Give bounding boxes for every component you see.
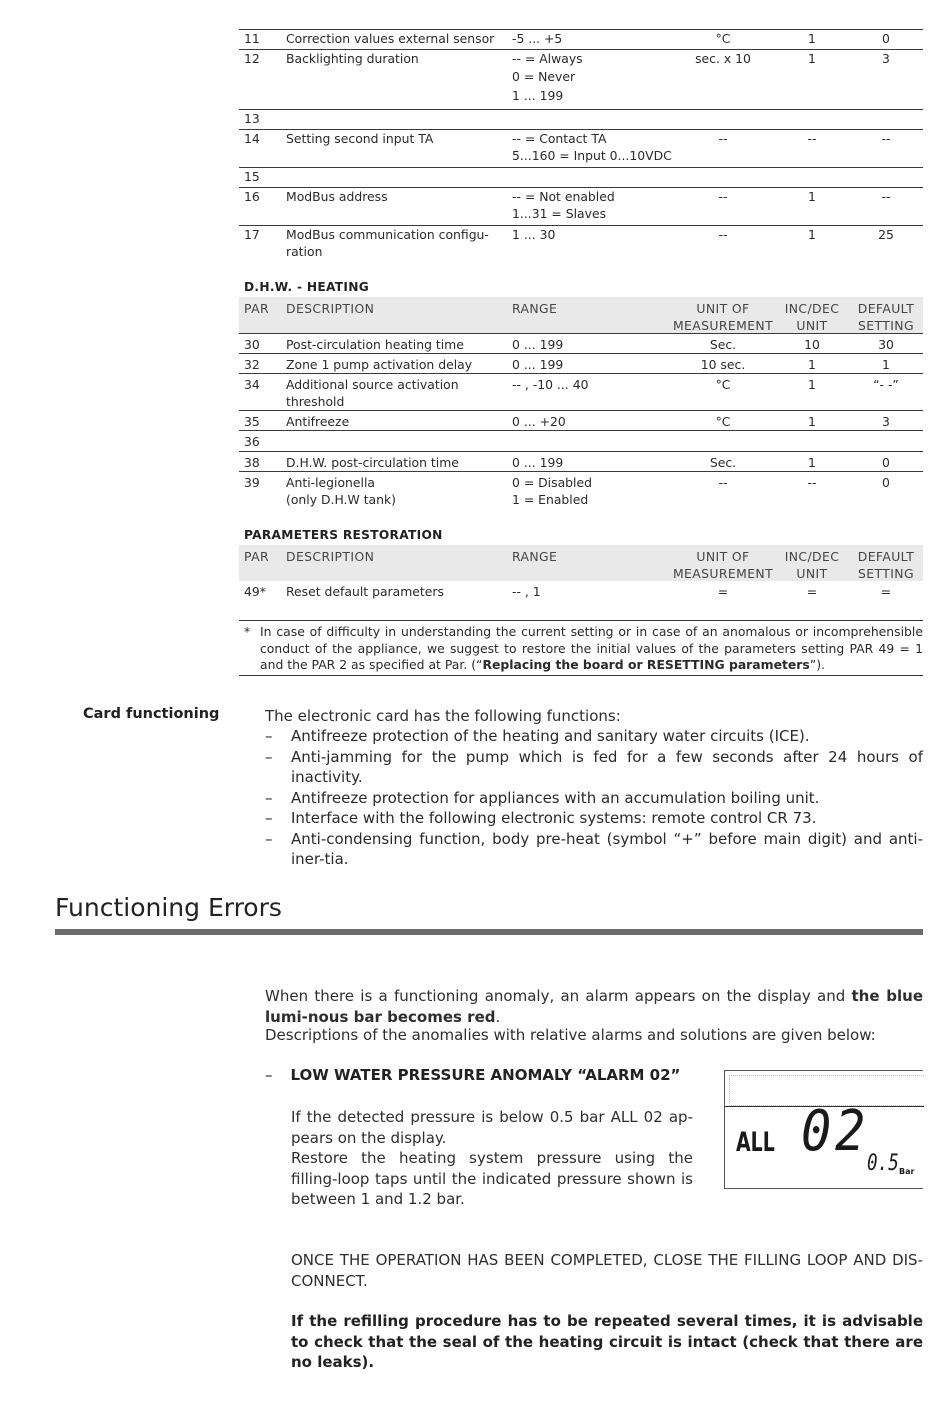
par-unit: °C (715, 377, 731, 392)
footnote-link-text: Replacing the board or RESETTING parameters (482, 657, 810, 672)
par-number: 39 (244, 475, 260, 490)
table-row (239, 226, 923, 264)
lcd-pressure-unit: Bar (899, 1167, 915, 1176)
par-description: Backlighting duration (286, 51, 419, 66)
par-inc: -- (807, 475, 817, 490)
range-line: -- = Not enabled (512, 189, 615, 204)
table-row (239, 334, 923, 354)
header-par: PAR (244, 301, 269, 316)
alarm-title: LOW WATER PRESSURE ANOMALY “ALARM 02” (290, 1066, 681, 1084)
par-inc: 1 (808, 227, 816, 242)
par-description: Post-circulation heating time (286, 337, 464, 352)
list-item-text: Anti-condensing function, body pre-heat (symbol “+” before main digit) and anti-iner-tia. (291, 829, 923, 868)
table-row (239, 354, 923, 374)
header-default-line: SETTING (858, 566, 914, 581)
desc-line: Anti-legionella (286, 475, 376, 490)
par-unit: -- (718, 475, 728, 490)
footnote (239, 620, 923, 676)
header-unit (662, 300, 784, 334)
par-inc: 1 (808, 414, 816, 429)
section-heading-errors: Functioning Errors (55, 893, 282, 922)
footnote-text (260, 624, 923, 674)
par-number: 34 (244, 377, 260, 392)
par-unit: 10 sec. (700, 357, 746, 372)
list-item-text: Antifreeze protection of the heating and sanitary water circuits (ICE). (291, 727, 810, 745)
header-unit-line: MEASUREMENT (672, 318, 774, 333)
par-range: 0 ... +20 (512, 414, 566, 429)
desc-line: (only D.H.W tank) (286, 492, 397, 507)
par-description: ModBus address (286, 189, 388, 204)
par-description (286, 226, 501, 260)
par-inc: 1 (808, 31, 816, 46)
alarm-paragraph: Restore the heating system pressure using the filling-loop taps until the indicated pressure shown is between 1 and 1.2 bar. (291, 1149, 693, 1208)
header-range: RANGE (512, 301, 558, 316)
list-item (265, 726, 923, 747)
par-number: 32 (244, 357, 260, 372)
par-default: 0 (882, 31, 890, 46)
list-item-text: Interface with the following electronic systems: remote control CR 73. (291, 809, 817, 827)
lcd-all-label: ALL (736, 1127, 775, 1158)
list-item (265, 788, 923, 809)
refill-warning: If the refilling procedure has to be repeated several times, it is advisable to check that the seal of the heating circuit is intact (check that there are no leaks). (291, 1312, 923, 1371)
par-default: 3 (882, 51, 890, 66)
par-unit: Sec. (709, 455, 737, 470)
header-range: RANGE (512, 549, 558, 564)
par-description: Reset default parameters (286, 584, 444, 599)
par-range: 0 ... 199 (512, 337, 564, 352)
par-unit: °C (715, 31, 731, 46)
table-header (239, 297, 923, 334)
header-par: PAR (244, 549, 269, 564)
list-item-text: Anti-jamming for the pump which is fed for a few seconds after 24 hours of inactivity. (291, 747, 923, 786)
header-inc-line: UNIT (796, 566, 828, 581)
errors-intro-emphasis: the blue lumi-nous bar becomes red (265, 987, 923, 1026)
header-unit-line: UNIT OF (696, 549, 750, 564)
header-default-line: DEFAULT (857, 301, 915, 316)
par-number: 13 (244, 111, 260, 126)
header-description: DESCRIPTION (286, 301, 375, 316)
card-functions-list (265, 726, 923, 870)
par-default: 1 (882, 357, 890, 372)
header-inc (781, 548, 843, 582)
par-number: 11 (244, 31, 260, 46)
par-description (286, 376, 501, 410)
desc-line: ration (286, 244, 323, 259)
par-description: Zone 1 pump activation delay (286, 357, 473, 372)
table-row (239, 374, 923, 411)
par-unit: °C (715, 414, 731, 429)
par-default: 30 (878, 337, 894, 352)
dash-marker: – (265, 788, 273, 807)
par-inc: 1 (808, 189, 816, 204)
errors-intro (265, 986, 923, 1027)
par-default: “- -” (873, 377, 899, 392)
par-number: 38 (244, 455, 260, 470)
parameter-table-dhw (239, 297, 923, 508)
lcd-alarm-code: 02 (801, 1099, 869, 1164)
table-row (239, 472, 923, 508)
par-inc: 1 (808, 377, 816, 392)
par-default: -- (881, 131, 891, 146)
par-inc: 1 (808, 51, 816, 66)
par-description: Antifreeze (286, 414, 350, 429)
lcd-display (724, 1070, 923, 1189)
par-range: -5 ... +5 (512, 31, 563, 46)
header-default (851, 300, 921, 334)
par-description: Setting second input TA (286, 131, 434, 146)
header-unit (662, 548, 784, 582)
range-line: 0 = Never (512, 69, 576, 84)
par-number: 14 (244, 131, 260, 146)
par-default: 3 (882, 414, 890, 429)
par-number: 36 (244, 434, 260, 449)
parameter-table-restoration (239, 545, 923, 617)
table-row (239, 50, 923, 110)
par-default: = (880, 584, 892, 599)
header-unit-line: UNIT OF (696, 301, 750, 316)
header-default-line: DEFAULT (857, 549, 915, 564)
parameter-table-general (239, 29, 923, 264)
par-inc: 10 (804, 337, 820, 352)
par-inc: 1 (808, 357, 816, 372)
range-line: 0 = Disabled (512, 475, 592, 490)
table-row (239, 168, 923, 188)
dash-marker: – (265, 727, 273, 745)
header-default (851, 548, 921, 582)
header-inc (781, 300, 843, 334)
range-line: -- = Contact TA (512, 131, 607, 146)
errors-intro-text: . (495, 1007, 501, 1026)
section-title-restoration: PARAMETERS RESTORATION (244, 528, 443, 542)
range-line: 1 = Enabled (512, 492, 589, 507)
table-row (239, 411, 923, 431)
alarm-02-description (291, 1107, 693, 1210)
dash-marker: – (265, 809, 273, 827)
card-functioning-label: Card functioning (83, 706, 220, 722)
par-unit: -- (718, 131, 728, 146)
par-unit: Sec. (709, 337, 737, 352)
par-inc: = (806, 584, 818, 599)
table-row (239, 581, 923, 617)
par-default: 25 (878, 227, 894, 242)
header-inc-line: INC/DEC (784, 549, 840, 564)
list-item-text: Antifreeze protection for appliances with an accumulation boiling unit. (291, 788, 820, 807)
table-row (239, 130, 923, 168)
par-number: 12 (244, 51, 260, 66)
dash-marker: – (265, 1066, 273, 1084)
par-unit: -- (718, 227, 728, 242)
table-row (239, 452, 923, 472)
range-line: 1...31 = Slaves (512, 206, 607, 221)
par-range: 0 ... 199 (512, 455, 564, 470)
dash-marker: – (265, 829, 273, 848)
range-line: -- = Always (512, 51, 583, 66)
errors-intro-2: Descriptions of the anomalies with relative alarms and solutions are given below: (265, 1026, 876, 1044)
par-inc: 1 (808, 455, 816, 470)
table-row (239, 188, 923, 226)
par-number: 35 (244, 414, 260, 429)
header-inc-line: UNIT (796, 318, 828, 333)
par-inc: -- (807, 131, 817, 146)
table-header (239, 545, 923, 581)
table-row (239, 29, 923, 50)
par-unit: -- (718, 189, 728, 204)
section-title-dhw: D.H.W. - HEATING (244, 280, 370, 294)
par-number: 17 (244, 227, 260, 242)
list-item (265, 829, 923, 870)
heading-rule (55, 929, 923, 935)
par-default: -- (881, 189, 891, 204)
footnote-text-part: ”). (809, 657, 825, 672)
alarm-paragraph: If the detected pressure is below 0.5 bar ALL 02 ap-pears on the display. (291, 1108, 693, 1147)
list-item (265, 747, 923, 788)
par-description: Correction values external sensor (286, 31, 495, 46)
range-line: 1 ... 199 (512, 88, 564, 103)
alarm-02-heading (265, 1066, 680, 1084)
footnote-marker: * (244, 624, 251, 639)
table-row (239, 110, 923, 130)
par-default: 0 (882, 455, 890, 470)
header-inc-line: INC/DEC (784, 301, 840, 316)
dash-marker: – (265, 747, 273, 766)
par-description (286, 474, 501, 508)
header-unit-line: MEASUREMENT (672, 566, 774, 581)
par-unit: sec. x 10 (695, 51, 751, 66)
par-number: 30 (244, 337, 260, 352)
list-item (265, 808, 923, 829)
par-default: 0 (882, 475, 890, 490)
desc-line: Additional source activation (286, 377, 459, 392)
once-completed-note: ONCE THE OPERATION HAS BEEN COMPLETED, CLOSE THE FILLING LOOP AND DIS-CONNECT. (291, 1251, 923, 1290)
par-range: 1 ... 30 (512, 227, 556, 242)
card-intro: The electronic card has the following functions: (265, 707, 621, 725)
footnote-text-part: In case of difficulty in understanding the current setting or in case of an anomalous or incomprehensible conduct of the appliance, we suggest to restore the initial values of the parameters setting PAR 49 = 1 and the PAR 2 as specified at Par. (“ (260, 624, 923, 672)
lcd-pressure-value: 0.5 (867, 1151, 899, 1176)
par-range: -- , 1 (512, 584, 541, 599)
table-row (239, 431, 923, 452)
header-description: DESCRIPTION (286, 549, 375, 564)
par-number: 15 (244, 169, 260, 184)
range-line: 5...160 = Input 0...10VDC (512, 148, 672, 163)
header-default-line: SETTING (858, 318, 914, 333)
par-range: 0 ... 199 (512, 357, 564, 372)
par-number: 49* (244, 584, 266, 599)
par-unit: = (717, 584, 729, 599)
desc-line: threshold (286, 394, 345, 409)
errors-intro-text: When there is a functioning anomaly, an alarm appears on the display and (265, 987, 852, 1005)
par-number: 16 (244, 189, 260, 204)
par-description: D.H.W. post-circulation time (286, 455, 459, 470)
desc-line: ModBus communication configu- (286, 227, 489, 242)
par-range: -- , -10 ... 40 (512, 377, 589, 392)
